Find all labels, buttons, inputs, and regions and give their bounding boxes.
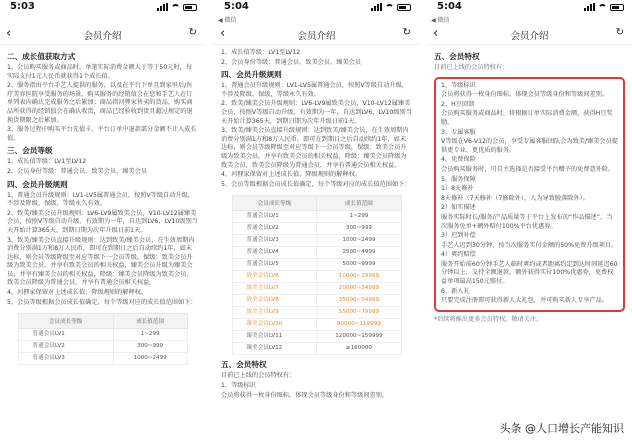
status-time: 5:04 [437, 1, 462, 12]
level-name: 臻美会员LV12 [232, 343, 317, 355]
table-row [18, 353, 187, 365]
table-row [232, 283, 401, 295]
table-row [18, 341, 187, 353]
privilege-line: 服务开始前60分钟手艺人临时爽约或者距离约定到达时间延迟60分钟以上，支持全额退款，额外获得实付100%优惠券，免费权益单项最高150元赔付。 [441, 260, 618, 286]
table-row [232, 343, 401, 355]
table-row [232, 271, 401, 283]
refresh-icon[interactable]: ↻ [402, 27, 411, 38]
privilege-line: 服务实际时长/服务/产品质量等于平台上发布的“作品描述”，当次服务免单+额外赔付100%平台优惠券。 [441, 213, 613, 230]
status-icons [157, 3, 197, 11]
level-range: 10000~19999 [317, 271, 401, 283]
nav-bar [0, 24, 205, 45]
footnote: *后续将推出更多会员特权，敬请关注。 [434, 315, 543, 323]
level-range: 55000~79999 [317, 307, 401, 319]
section-heading: 四、会员升级规则 [7, 179, 68, 189]
back-to-app-label: ◀ 微信 [431, 17, 450, 24]
privilege-line: V等级在V6-V12的会员，享受专属客服团队会为致美/臻美会员提供更专业、更优质的服务。 [441, 138, 618, 154]
paragraph: 5、会员等级根据会员成长值确定，每个等级对应的成长值范围如下： [7, 298, 197, 306]
battery-icon [610, 4, 624, 11]
status-time: 5:03 [10, 1, 35, 12]
paragraph: 会员将获得一枚身份图标，体现会员等级身份和等级间差别。 [221, 391, 389, 399]
paragraph: 1、普通会员升级规则：LV1-LV5属普通会员，按照V等级自动升级，不涉及降级、保级，等级永久有效。 [221, 82, 408, 98]
level-name: 致美会员LV8 [232, 295, 317, 307]
paragraph: 3、致美/臻美会员直接升级规则：达到致美/臻美会员，在生效周期内消费分别满1万和8万人民币，即可在到期日之后自动续约1年，如未达标，则会员等级降级至对应等级下一会员等级，保级：致美会员升级为致美会员，并享有致美会员的相关权益，降级：臻美会员降级为致美会员，致美会员降级为普通会员，并享有普通会员相关权益。 [221, 127, 409, 169]
level-name: 臻美会员LV10 [232, 319, 317, 331]
level-range: 300~999 [317, 223, 401, 235]
privilege-line: 6、新人礼 [441, 287, 470, 295]
wifi-icon [385, 4, 394, 11]
section-intro: 目前已上线的会员特权有： [434, 64, 509, 71]
privilege-line: 3）迟到补偿 [441, 232, 476, 240]
privilege-line: 3、专属客服 [441, 128, 476, 136]
battery-icon [397, 4, 411, 11]
privilege-line: 4）爽约赔偿 [441, 251, 476, 259]
level-range: 5000~9999 [317, 259, 401, 271]
privilege-line: 手艺人迟到30分钟，按当次服务实付金额的50%免费升级项目。 [441, 241, 618, 249]
privilege-line: 会员购买服务时，可自主选择是否接受平台赠予的免费意外险。 [441, 165, 615, 173]
paragraph: 1、普通会员升级规则：LV1-LV5属普通会员，按照V等级自动升级，不涉及降级、保级，等级永久有效。 [7, 191, 194, 208]
level-range: 1000~2499 [113, 353, 187, 365]
privilege-line: 4、免费保险 [441, 156, 476, 164]
paragraph: 目前已上线的会员特权有： [221, 372, 296, 380]
table-header: 会员成长等级 [232, 196, 317, 211]
article-content [427, 45, 632, 324]
level-range: 120000~159999 [317, 331, 401, 343]
refresh-icon[interactable]: ↻ [615, 27, 624, 38]
article-content-bottom [214, 355, 419, 400]
section-heading: 三、会员等级 [7, 146, 53, 156]
level-range: 1~299 [113, 329, 187, 341]
level-name: 普通会员LV4 [232, 247, 317, 259]
level-range: 80000~119999 [317, 319, 401, 331]
signal-icon [371, 3, 382, 11]
section-heading: 五、会员特权 [221, 360, 267, 370]
level-name: 致美会员LV9 [232, 307, 317, 319]
paragraph: 1、等级标识 [221, 381, 256, 389]
level-range: 1~299 [317, 211, 401, 223]
table-header: 成长值范围 [317, 196, 401, 211]
wifi-icon [598, 4, 607, 11]
status-bar [427, 0, 632, 15]
status-icons [371, 3, 411, 11]
privilege-line: 2、H豆回馈 [441, 100, 475, 108]
article-content [214, 45, 419, 189]
paragraph: 1、成长值等级：LV1至LV12 [221, 49, 301, 56]
paragraph: 2、会员身份等级：普通会员、致美会员、臻美会员 [7, 167, 148, 175]
page-title: 会员介绍 [83, 31, 122, 42]
level-name: 普通会员LV2 [232, 223, 317, 235]
paragraph: 5、会员等级根据会员成长值确定，每个等级对应的成长值范围如下： [221, 180, 411, 188]
back-to-app-label: ◀ 微信 [218, 17, 237, 24]
back-to-app[interactable] [427, 15, 632, 24]
privileges-highlight-box [434, 77, 625, 312]
privilege-line: 5、服务保障 [441, 175, 476, 183]
paragraph: 3、致美/臻美会员直接升级规则：达到致美/臻美会员，在生效周期内消费分别满1万和8万人民币，即可在到期日之后自动续约1年，如未达标，则会员等级降级至对应等级下一会员等级，保级：致美会员升级为致美会员，并享有致美会员的相关权益，臻美会员升级为臻美会员，并享有臻美会员的相关权益，降级：臻美会员降级为致美会员，致美会员降级为普通会员，并享有普通会员相关权益。 [7, 236, 195, 287]
page-title: 会员介绍 [510, 31, 549, 42]
paragraph: 4、河狸家保留对上述成长值、降级规则的解释权。 [221, 171, 362, 179]
level-range: 1000~2499 [317, 235, 401, 247]
level-range: 35000~54999 [317, 295, 401, 307]
article-content [0, 45, 205, 307]
level-range: 2500~4999 [317, 247, 401, 259]
table-row [18, 329, 187, 341]
paragraph: 1、会员购买服务或商品时，单笔实际消费金额大于等于50元时，每实际支付1元人民币就获得1个成长值。 [7, 64, 193, 80]
page-title: 会员介绍 [297, 31, 336, 42]
table-row [232, 295, 401, 307]
watermark: 头条 @人口增长产能知识 [498, 419, 627, 437]
section-heading: 二、成长值获取方式 [7, 52, 76, 61]
paragraph: 4、河狸家保留对上述成长值、降级规则的解释权。 [7, 289, 148, 297]
table-row [232, 319, 401, 331]
level-range: 20000~34999 [317, 283, 401, 295]
back-icon[interactable]: ‹ [6, 26, 12, 41]
paragraph: 2、致美/臻美会员升级规则：LV6-LV9属致美会员，V10-LV12属臻美会员，按照V等级自动升级，有效期为一年，自达到LV6、LV10级别当天开始计算365天，到期日期为次年升级日前1天。 [221, 100, 412, 125]
level-table [18, 313, 188, 365]
paragraph: 2、服务指由平台手艺人提供的服务，以及在平台下单且到家里后/医疗美容医院享受服务的场景，购买服务的经销值会在您和手艺人在订单列表内确认完成服务之后累加；商品指河狸家售卖的货品，购买商品所获得的经销值会在确认收货，商品已经验收到货且超过规定的退换货期限之后累加。 [7, 82, 193, 124]
status-time: 5:04 [224, 1, 249, 12]
paragraph: 3、服务过程中购买平台充值卡、平台订单中退款部分金额不计入成长值。 [7, 126, 197, 142]
table-row [232, 307, 401, 319]
table-row [232, 247, 401, 259]
paragraph: 2、会员身份等级：普通会员、致美会员、臻美会员 [221, 58, 362, 66]
back-icon[interactable]: ‹ [433, 26, 439, 41]
privilege-line: 8天修补（7天修补（7修除外），人为导致脱落除外）。 [441, 194, 589, 202]
signal-icon [584, 3, 595, 11]
nav-bar [214, 24, 419, 45]
screenshot-panel-2 [214, 0, 419, 443]
privilege-line: 会员购买服务或商品时，将根据订单实际消费金额，获得H豆奖励。 [441, 110, 613, 126]
level-name: 普通会员LV1 [18, 329, 113, 341]
status-bar [0, 0, 205, 15]
level-range: ≥160000 [317, 343, 401, 355]
privilege-line: 会员将获得一枚身份图标，体现会员等级身份和等级间差别。 [441, 91, 609, 99]
status-bar [214, 0, 419, 15]
table-row [232, 331, 401, 343]
table-header: 成长值范围 [113, 314, 187, 329]
screenshot-panel-1 [0, 0, 205, 443]
nav-bar [427, 24, 632, 45]
table-header: 会员成长等级 [18, 314, 113, 329]
privilege-line: 1、等级标识 [441, 81, 476, 89]
paragraph: 2、致美/臻美会员升级规则：LV6-LV9属致美会员，V10-LV12属臻美会员，按照V等级自动升级，有效期为一年，自达到LV6、LV10级别当天开始计算365天，到期日期为次年升级日前1天。 [7, 209, 198, 234]
table-row [232, 235, 401, 247]
privilege-line: 只要完成注册即可获得新人大礼包，并可购买新人专享产品。 [441, 297, 609, 305]
refresh-icon[interactable]: ↻ [188, 27, 197, 38]
status-icons [584, 3, 624, 11]
table-row [232, 211, 401, 223]
level-name: 普通会员LV5 [232, 259, 317, 271]
screenshot-panel-3 [427, 0, 632, 443]
level-range: 300~999 [113, 341, 187, 353]
privilege-line: 1）8天修补 [441, 185, 474, 193]
section-heading: 五、会员特权 [434, 52, 480, 61]
level-name: 普通会员LV3 [18, 353, 113, 365]
level-name: 臻美会员LV11 [232, 331, 317, 343]
level-name: 普通会员LV2 [18, 341, 113, 353]
battery-icon [183, 4, 197, 11]
signal-icon [157, 3, 168, 11]
privilege-line: 2）如实描述 [441, 204, 476, 212]
paragraph: 1、成长值等级：LV1至LV12 [7, 158, 87, 166]
level-name: 普通会员LV1 [232, 211, 317, 223]
back-icon[interactable]: ‹ [220, 26, 226, 41]
table-row [232, 259, 401, 271]
level-name: 普通会员LV3 [232, 235, 317, 247]
level-name: 致美会员LV7 [232, 283, 317, 295]
level-table [232, 195, 402, 355]
level-name: 致美会员LV6 [232, 271, 317, 283]
table-row [232, 223, 401, 235]
back-to-app[interactable] [214, 15, 419, 24]
wifi-icon [171, 4, 180, 11]
section-heading: 四、会员升级规则 [221, 70, 282, 80]
